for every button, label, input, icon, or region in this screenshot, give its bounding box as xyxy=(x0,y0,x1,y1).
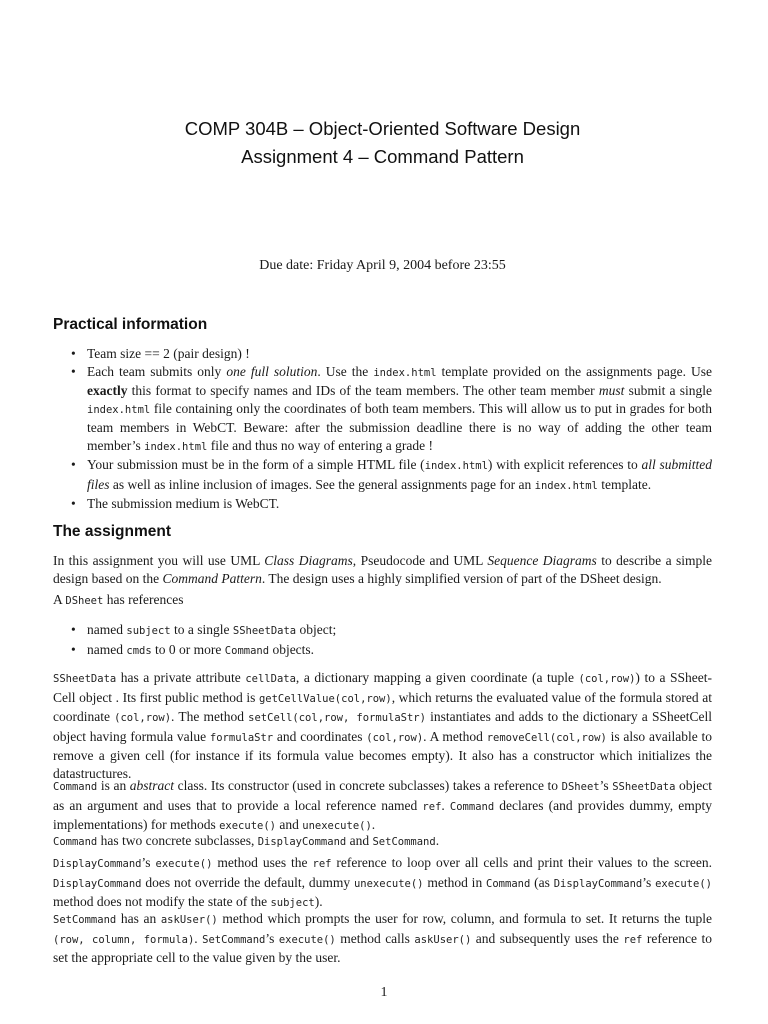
paragraph-dsheet: A DSheet has references xyxy=(53,592,184,607)
list-item: • Each team submits only one full solution. Use the index.html template provided on the assignments page. Use exactly this format to specify names and IDs of the team members. The other team member must submit a single index.html file containing only the coordinates of both team members. This will allow us to put in grades for both team members in WebCT. Beware: after the submission deadline there is no way of adding the other team member’s index.html file and thus no way of entering a grade ! xyxy=(71,363,712,457)
paragraph-ssheetdata: SSheetData has a private attribute cellData, a dictionary mapping a given coordinate (a tuple (col,row)) to a SSheet-Cell object . Its first public method is getCellValue(col,row), which returns the evaluated value of the formula stored at coordinate (col,row). The method setCell(col,row, formulaStr) instantiates and adds to the dictionary a SSheetCell object having formula value formulaStr and coordinates (col,row). A method removeCell(col,row) is also available to remove a given cell (for instance if its formula value becomes empty). It also has a constructor which initializes the datastructures. xyxy=(53,670,713,781)
section-heading-assignment: The assignment xyxy=(53,523,171,540)
list-item: • The submission medium is WebCT. xyxy=(71,495,712,513)
paragraph-concrete-subclasses: Command has two concrete subclasses, DisplayCommand and SetCommand. xyxy=(53,833,440,848)
list-item: • named cmds to 0 or more Command objects. xyxy=(71,641,712,661)
list-item: • Your submission must be in the form of a simple HTML file (index.html) with explicit references to all submitted files as well as inline inclusion of images. See the general assignments page for an index.html template. xyxy=(71,456,712,495)
practical-info-list xyxy=(71,345,712,513)
list-item: • Team size == 2 (pair design) ! xyxy=(71,345,712,363)
paragraph-command: Command is an abstract class. Its constructor (used in concrete subclasses) takes a reference to DSheet’s SSheetData object as an argument and uses that to provide a local reference named ref. Command declares (and provides dummy, empty implementations) for methods execute() and unexecute(). xyxy=(53,778,713,832)
section-heading-practical: Practical information xyxy=(53,316,208,333)
page-number: 1 xyxy=(380,985,388,1000)
list-item: • named subject to a single SSheetData object; xyxy=(71,621,712,641)
document-subtitle: Assignment 4 – Command Pattern xyxy=(241,146,524,167)
paragraph-setcommand: SetCommand has an askUser() method which prompts the user for row, column, and formula to set. It returns the tuple (row, column, formula). SetCommand’s execute() method calls askUser() and subsequently uses the ref reference to set the appropriate cell to the value given by the user. xyxy=(53,911,713,965)
due-date: Due date: Friday April 9, 2004 before 23:55 xyxy=(259,258,506,273)
document-title: COMP 304B – Object-Oriented Software Design xyxy=(184,118,581,139)
paragraph-intro: In this assignment you will use UML Class Diagrams, Pseudocode and UML Sequence Diagrams to describe a simple design based on the Command Pattern. The design uses a highly simplified version of part of the DSheet design. xyxy=(53,553,713,586)
paragraph-displaycommand: DisplayCommand’s execute() method uses the ref reference to loop over all cells and print their values to the screen. DisplayCommand does not override the default, dummy unexecute() method in Command (as DisplayCommand’s execute() method does not modify the state of the subject). xyxy=(53,855,712,909)
dsheet-references-list xyxy=(71,621,712,660)
